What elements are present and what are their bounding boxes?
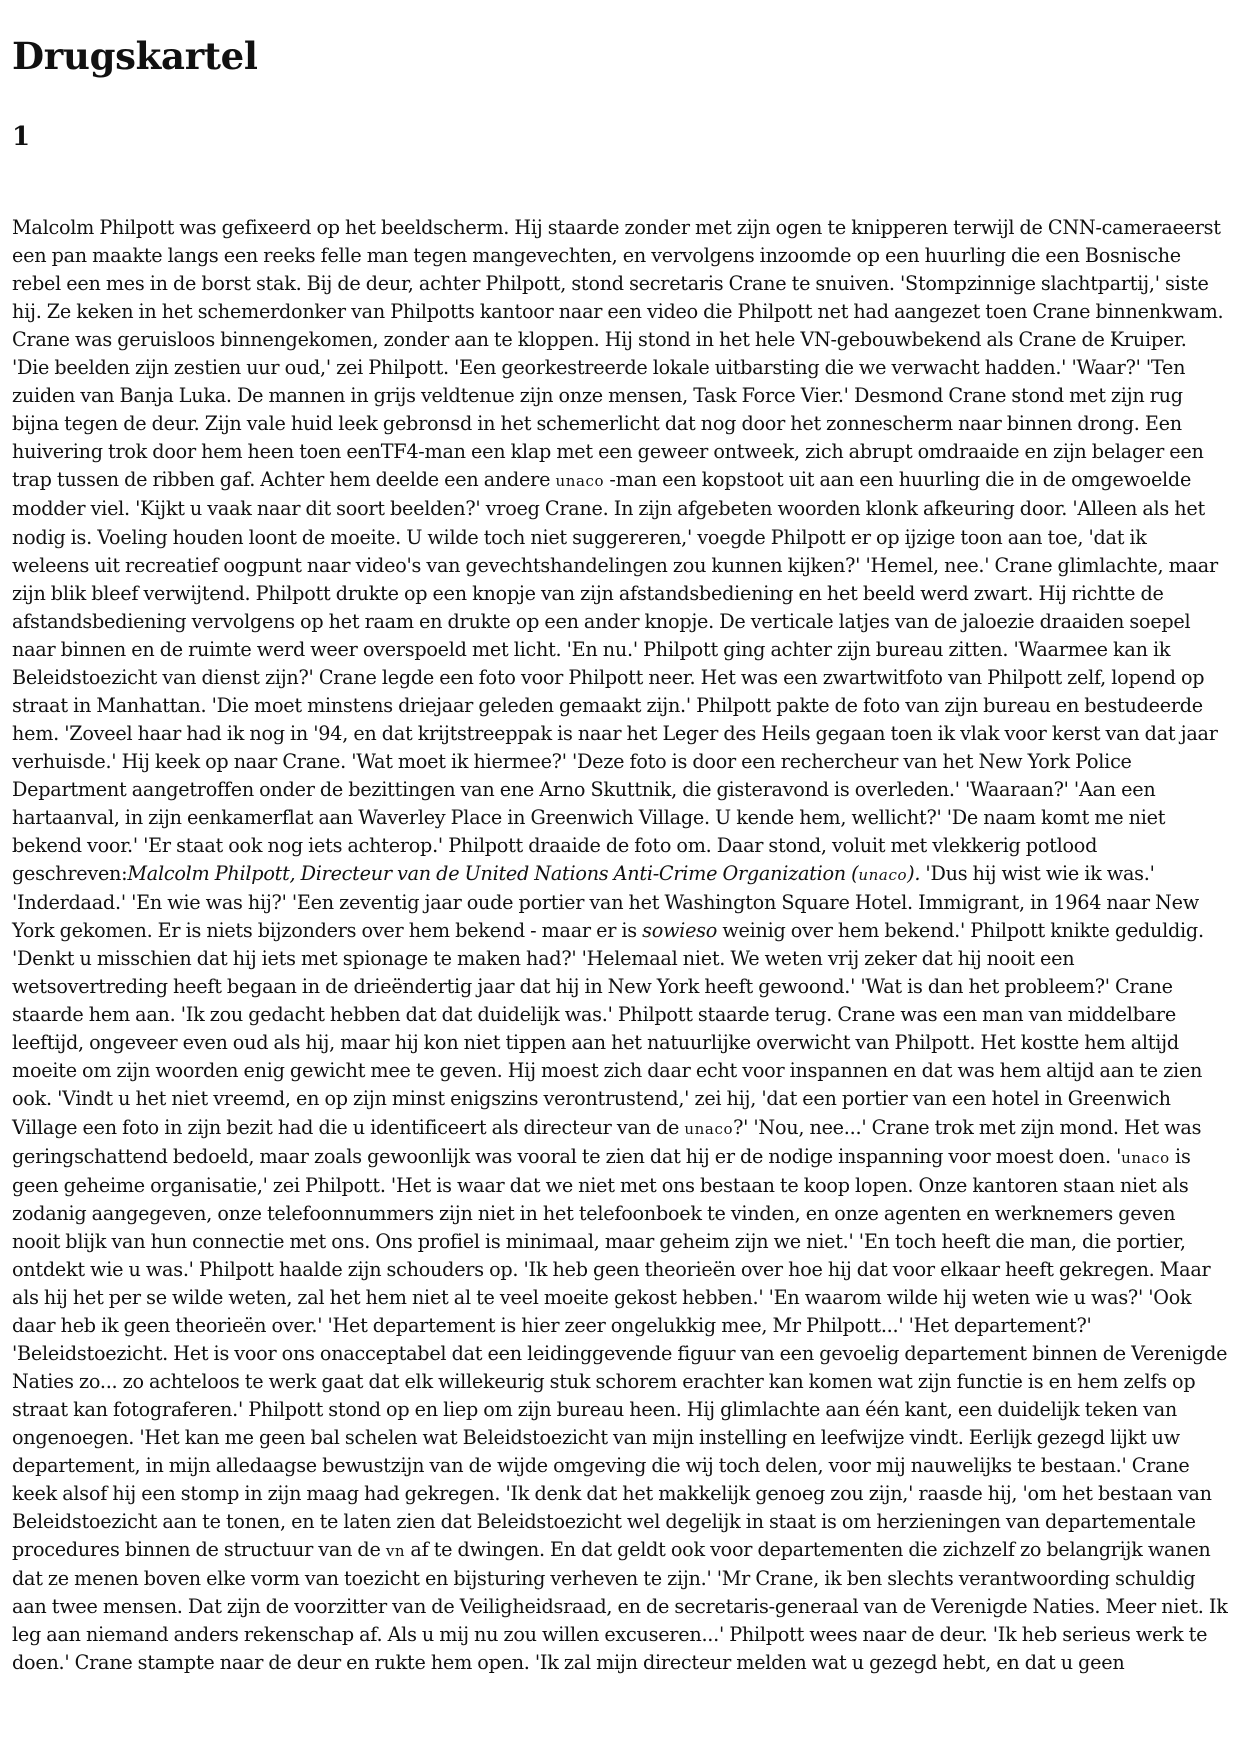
italic-text: sowieso [642, 919, 718, 943]
text-run: ?' 'Nou, nee...' Crane trok met zijn mond. Het was geringschattend bedoeld, maar zoals gewoonlijk was vooral te zien dat hij er de nodige inspanning voor moest doen. ' [12, 1115, 1202, 1168]
italic-text: Malcolm Philpott, Directeur van de United Nations Anti-Crime Organization ( [127, 862, 859, 886]
italic-text: ). [907, 862, 921, 886]
body-text [12, 214, 1228, 1677]
acronym-text: unaco [1121, 1148, 1170, 1167]
text-run: Malcolm Philpott was gefixeerd op het beeldscherm. Hij staarde zonder met zijn ogen te knipperen terwijl de CNN-cameraeerst een pan maakte langs een reeks felle man tegen mangevechten, en vervolgens inzoomde op een huurling die een Bosnische rebel een mes in de borst stak. Bij de deur, achter Philpott, stond secretaris Crane te snuiven. 'Stompzinnige slachtpartij,' siste hij. Ze keken in het schemerdonker van Philpotts kantoor naar een video die Philpott net had aangezet toen Crane binnenkwam. Crane was geruisloos binnengekomen, zonder aan te kloppen. Hij stond in het hele VN-gebouwbekend als Crane de Kruiper. 'Die beelden zijn zestien uur oud,' zei Philpott. 'Een georkestreerde lokale uitbarsting die we verwacht hadden.' 'Waar?' 'Ten zuiden van Banja Luka. De mannen in grijs veldtenue zijn onze mensen, Task Force Vier.' Desmond Crane stond met zijn rug bijna tegen de deur. Zijn vale huid leek gebronsd in het schemerlicht dat nog door het zonnescherm naar binnen drong. Een huivering trok door hem heen toen eenTF4-man een klap met een geweer ontweek, zich abrupt omdraaide en zijn belager een trap tussen de ribben gaf. Achter hem deelde een andere [12, 216, 1224, 492]
acronym-text: unaco [858, 866, 908, 885]
page-title: Drugskartel [12, 34, 258, 78]
text-run: 'Dus hij wist wie ik was.' 'Inderdaad.' 'En wie was hij?' 'Een zeventig jaar oude portier van het Washington Square Hotel. Immigrant, in 1964 naar New York gekomen. Er is niets bijzonders over hem bekend - maar er is [12, 862, 1199, 943]
acronym-text: vn [385, 1542, 406, 1561]
text-run: weinig over hem bekend.' Philpott knikte geduldig. 'Denkt u misschien dat hij iets met spionage te maken had?' 'Helemaal niet. We weten vrij zeker dat hij nooit een wetsovertreding heeft begaan in de drieëndertig jaar dat hij in New York heeft gewoond.' 'Wat is dan het probleem?' Crane staarde hem aan. 'Ik zou gedacht hebben dat dat duidelijk was.' Philpott staarde terug. Crane was een man van middelbare leeftijd, ongeveer even oud als hij, maar hij kon niet tippen aan het natuurlijke overwicht van Philpott. Het kostte hem altijd moeite om zijn woorden enig gewicht mee te geven. Hij moest zich daar echt voor inspannen en dat was hem altijd aan te zien ook. 'Vindt u het niet vreemd, en op zijn minst enigszins verontrustend,' zei hij, 'dat een portier van een hotel in Greenwich Village een foto in zijn bezit had die u identificeert als directeur van de [12, 919, 1204, 1139]
text-run: is geen geheime organisatie,' zei Philpott. 'Het is waar dat we niet met ons bestaan te koop lopen. Onze kantoren staan niet als zodanig aangegeven, onze telefoonnummers zijn niet in het telefoonboek te vinden, en onze agenten en werknemers geven nooit blijk van hun connectie met ons. Ons profiel is minimaal, maar geheim zijn we niet.' 'En toch heeft die man, die portier, ontdekt wie u was.' Philpott haalde zijn schouders op. 'Ik heb geen theorieën over hoe hij dat voor elkaar heeft gekregen. Maar als hij het per se wilde weten, zal het hem niet al te veel moeite gekost hebben.' 'En waarom wilde hij weten wie u was?' 'Ook daar heb ik geen theorieën over.' 'Het departement is hier zeer ongelukkig mee, Mr Philpott...' 'Het departement?' 'Beleidstoezicht. Het is voor ons onacceptabel dat een leidinggevende figuur van een gevoelig departement binnen de Verenigde Naties zo... zo achteloos te werk gaat dat elk willekeurig stuk schorem erachter kan komen wat zijn functie is en hem zelfs op straat kan fotograferen.' Philpott stond op en liep om zijn bureau heen. Hij glimlachte aan één kant, een duidelijk teken van ongenoegen. 'Het kan me geen bal schelen wat Beleidstoezicht van mijn instelling en leefwijze vindt. Eerlijk gezegd lijkt uw departement, in mijn alledaagse bewustzijn van de wijde omgeving die wij toch delen, voor mij nauwelijks te bestaan.' Crane keek alsof hij een stomp in zijn maag had gekregen. 'Ik denk dat het makkelijk genoeg zou zijn,' raasde hij, 'om het bestaan van Beleidstoezicht aan te tonen, en te laten zien dat Beleidstoezicht wel degelijk in staat is om herzieningen van departementale procedures binnen de structuur van de [12, 1144, 1228, 1562]
text-run: af te dwingen. En dat geldt ook voor departementen die zichzelf zo belangrijk wanen dat ze menen boven elke vorm van toezicht en bijsturing verheven te zijn.' 'Mr Crane, ik ben slechts verantwoording schuldig aan twee mensen. Dat zijn de voorzitter van de Veiligheidsraad, en de secretaris-generaal van de Verenigde Naties. Meer niet. Ik leg aan niemand anders rekenschap af. Als u mij nu zou willen excuseren...' Philpott wees naar de deur. 'Ik heb serieus werk te doen.' Crane stampte naar de deur en rukte hem open. 'Ik zal mijn directeur melden wat u gezegd hebt, en dat u geen [12, 1538, 1228, 1675]
acronym-text: unaco [555, 472, 605, 491]
text-run: -man een kopstoot uit aan een huurling die in de omgewoelde modder viel. 'Kijkt u vaak naar dit soort beelden?' vroeg Crane. In zijn afgebeten woorden klonk afkeuring door. 'Alleen als het nodig is. Voeling houden loont de moeite. U wilde toch niet suggereren,' voegde Philpott er op ijzige toon aan toe, 'dat ik weleens uit recreatief oogpunt naar video's van gevechtshandelingen zou kunnen kijken?' 'Hemel, nee.' Crane glimlachte, maar zijn blik bleef verwijtend. Philpott drukte op een knopje van zijn afstandsbediening en het beeld werd zwart. Hij richtte de afstandsbediening vervolgens op het raam en drukte op een ander knopje. De verticale latjes van de jaloezie draaiden soepel naar binnen en de ruimte werd weer overspoeld met licht. 'En nu.' Philpott ging achter zijn bureau zitten. 'Waarmee kan ik Beleidstoezicht van dienst zijn?' Crane legde een foto voor Philpott neer. Het was een zwartwitfoto van Philpott zelf, lopend op straat in Manhattan. 'Die moet minstens driejaar geleden gemaakt zijn.' Philpott pakte de foto van zijn bureau en bestudeerde hem. 'Zoveel haar had ik nog in '94, en dat krijtstreeppak is naar het Leger des Heils gegaan toen ik vlak voor kerst van dat jaar verhuisde.' Hij keek op naar Crane. 'Wat moet ik hiermee?' 'Deze foto is door een rechercheur van het New York Police Department aangetroffen onder de bezittingen van ene Arno Skuttnik, die gisteravond is overleden.' 'Waaraan?' 'Aan een hartaanval, in zijn eenkamerflat aan Waverley Place in Greenwich Village. U kende hem, wellicht?' 'De naam komt me niet bekend voor.' 'Er staat ook nog iets achterop.' Philpott draaide de foto om. Daar stond, voluit met vlekkerig potlood geschreven: [12, 468, 1218, 886]
acronym-text: unaco [684, 1119, 734, 1138]
chapter-heading: 1 [12, 122, 31, 152]
